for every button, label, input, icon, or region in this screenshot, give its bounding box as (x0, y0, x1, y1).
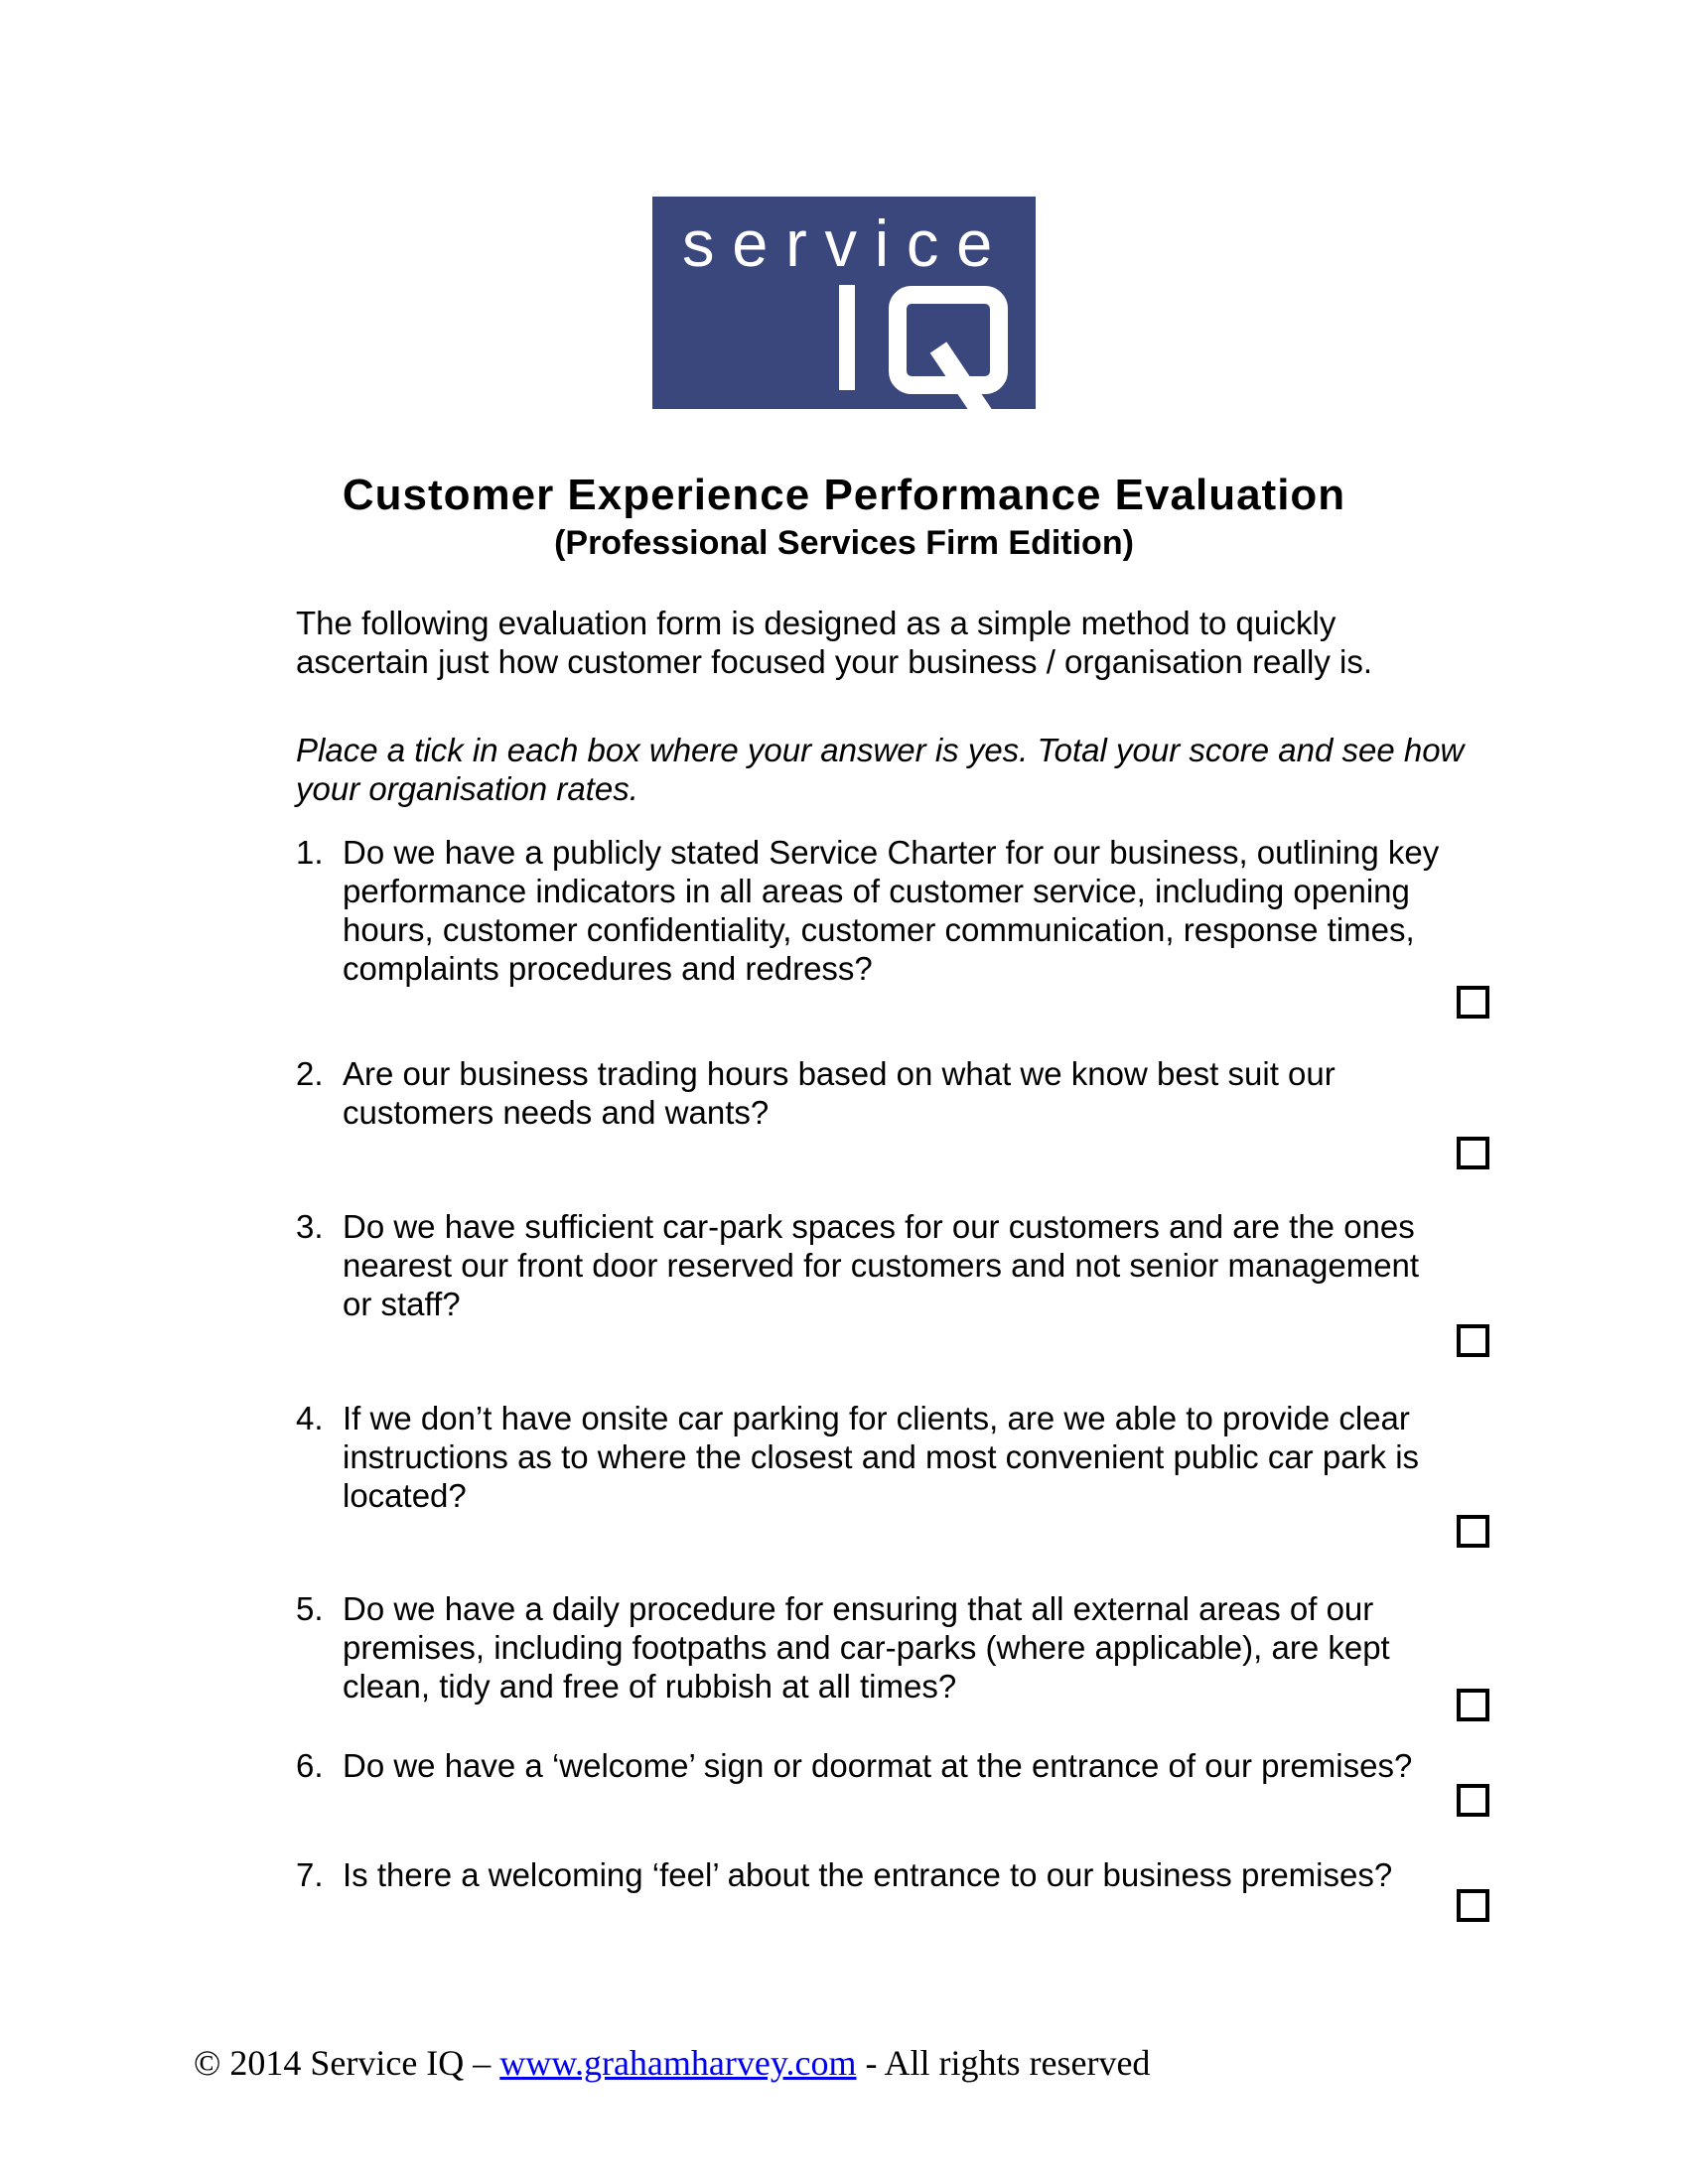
answer-checkbox-7[interactable] (1457, 1889, 1489, 1922)
question-number: 2. (296, 1055, 324, 1092)
answer-checkbox-1[interactable] (1457, 986, 1489, 1019)
footer-copyright-suffix: - All rights reserved (856, 2043, 1151, 2083)
question-item-6 (296, 1746, 1489, 1785)
page-subtitle: (Professional Services Firm Edition) (554, 524, 1134, 562)
question-number: 6. (296, 1747, 324, 1784)
question-text: Do we have a publicly stated Service Charter for our business, outlining key performance indicators in all areas of customer service, including opening hours, customer confidentiality, customer communication, response times, complaints procedures and redress? (343, 834, 1440, 987)
service-iq-logo (652, 197, 1036, 445)
answer-checkbox-6[interactable] (1457, 1784, 1489, 1817)
question-item-5 (296, 1589, 1489, 1706)
footer-copyright (194, 2041, 1150, 2085)
question-text: Are our business trading hours based on what we know best suit our customers needs and wants? (343, 1055, 1336, 1131)
question-text: If we don’t have onsite car parking for clients, are we able to provide clear instructions as to where the closest and most convenient public car park is located? (343, 1400, 1420, 1514)
question-number: 3. (296, 1208, 324, 1245)
question-number: 1. (296, 834, 324, 871)
question-text: Do we have a ‘welcome’ sign or doormat at the entrance of our premises? (343, 1747, 1413, 1784)
intro-paragraph: The following evaluation form is designed as a simple method to quickly ascertain just how customer focused your business / organisation really is. (296, 605, 1373, 680)
footer-copyright-prefix: © 2014 Service IQ – (194, 2043, 500, 2083)
page-title: Customer Experience Performance Evaluation (342, 471, 1346, 519)
footer-link[interactable]: www.grahamharvey.com (499, 2043, 857, 2083)
question-text: Do we have a daily procedure for ensuring that all external areas of our premises, including footpaths and car-parks (where applicable), are kept clean, tidy and free of rubbish at all times? (343, 1590, 1390, 1705)
answer-checkbox-2[interactable] (1457, 1137, 1489, 1169)
logo-letter-i (839, 285, 855, 390)
question-text: Is there a welcoming ‘feel’ about the entrance to our business premises? (343, 1856, 1393, 1893)
answer-checkbox-3[interactable] (1457, 1324, 1489, 1357)
answer-checkbox-5[interactable] (1457, 1689, 1489, 1721)
title-block (0, 471, 1688, 566)
question-item-2 (296, 1054, 1489, 1132)
question-text: Do we have sufficient car-park spaces for our customers and are the ones nearest our front door reserved for customers and not senior management or staff? (343, 1208, 1420, 1322)
logo-word-service: service (682, 206, 1010, 280)
answer-checkbox-4[interactable] (1457, 1515, 1489, 1548)
question-item-4 (296, 1399, 1489, 1515)
question-number: 4. (296, 1400, 324, 1436)
question-number: 5. (296, 1590, 324, 1627)
instructions-paragraph: Place a tick in each box where your answer is yes. Total your score and see how your organisation rates. (296, 732, 1465, 807)
question-item-7 (296, 1855, 1489, 1894)
question-item-3 (296, 1207, 1489, 1323)
question-item-1 (296, 833, 1489, 988)
question-number: 7. (296, 1856, 324, 1893)
